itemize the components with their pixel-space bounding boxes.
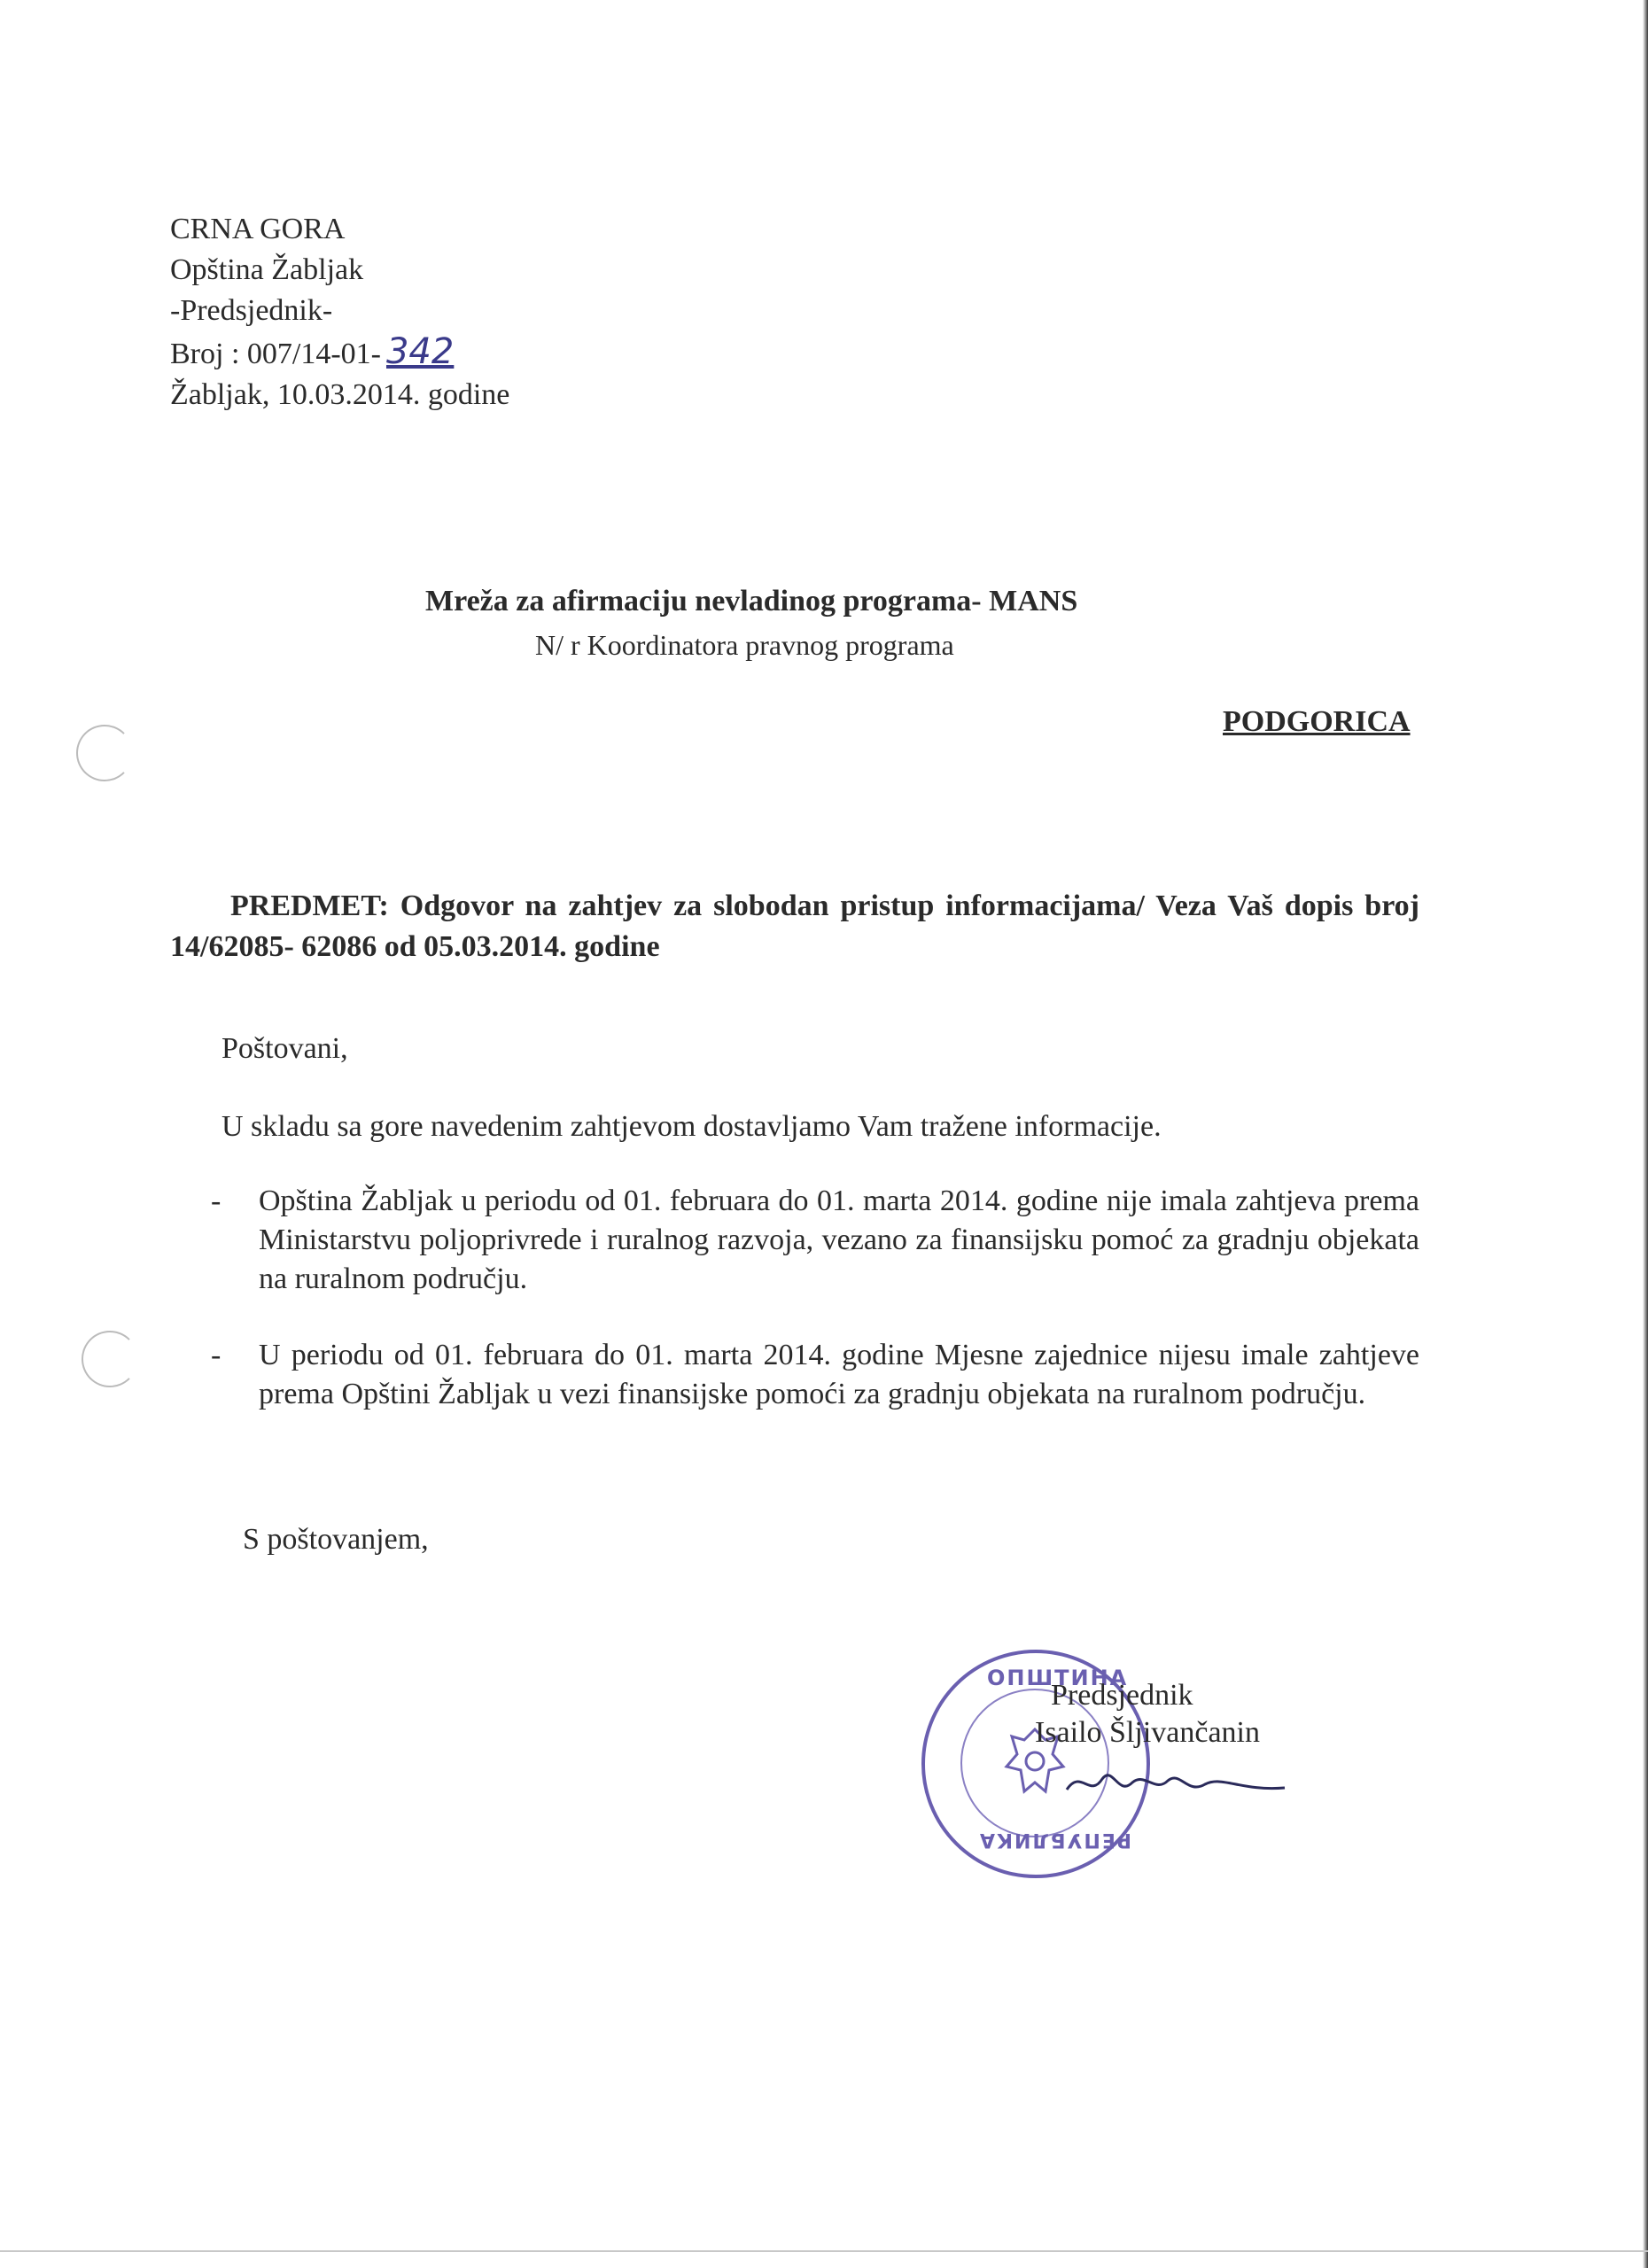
- document-number-handwritten: 342: [385, 331, 455, 372]
- closing: S poštovanjem,: [243, 1523, 429, 1556]
- intro-paragraph: U skladu sa gore navedenim zahtjevom dostavljamo Vam tražene informacije.: [222, 1110, 1162, 1143]
- bullet-marker: -: [211, 1339, 222, 1371]
- letterhead: [170, 209, 509, 416]
- recipient-city: PODGORICA: [1223, 705, 1411, 738]
- signature-title: Predsjednik: [1051, 1679, 1193, 1712]
- greeting: Poštovani,: [222, 1032, 348, 1065]
- place-and-date: Žabljak, 10.03.2014. godine: [170, 378, 510, 411]
- stamp-text-top: ОПШТИНА: [987, 1666, 1129, 1690]
- office-name: -Predsjednik-: [170, 294, 333, 327]
- subject-line: PREDMET: Odgovor na zahtjev za slobodan pristup informacijama/ Veza Vaš dopis broj 14/62085- 62086 od 05.03.2014. godine: [170, 889, 1419, 963]
- municipality-name: Opština Žabljak: [170, 253, 364, 286]
- signature-name: Isailo Šljivančanin: [1035, 1716, 1261, 1749]
- punch-hole-top: [76, 725, 133, 781]
- scan-edge: [1643, 0, 1648, 2268]
- punch-hole-bottom: [82, 1331, 138, 1387]
- country-name: CRNA GORA: [170, 213, 346, 245]
- document-number-prefix: Broj : 007/14-01-: [170, 338, 381, 370]
- document-number: [170, 331, 509, 375]
- handwritten-signature: [1063, 1763, 1294, 1807]
- bullet-marker: -: [211, 1184, 222, 1217]
- scan-bottom-line: [0, 2250, 1648, 2252]
- recipient-organization: Mreža za afirmaciju nevladinog programa- MANS: [425, 585, 1078, 617]
- recipient-attention: N/ r Koordinatora pravnog programa: [535, 629, 954, 661]
- stamp-text-bottom: РЕПУБЛИКА: [978, 1829, 1131, 1851]
- bullet-item-2: U periodu od 01. februara do 01. marta 2014. godine Mjesne zajednice nijesu imale zahtjeve prema Opštini Žabljak u vezi finansijske pomoći za gradnju objekata na ruralnom području.: [259, 1339, 1419, 1410]
- bullet-item-1: Opština Žabljak u periodu od 01. februara do 01. marta 2014. godine nije imala zahtjeva prema Ministarstvu poljoprivrede i ruralnog razvoja, vezano za finansijsku pomoć za gradnju objekata na ruralnom području.: [259, 1184, 1419, 1295]
